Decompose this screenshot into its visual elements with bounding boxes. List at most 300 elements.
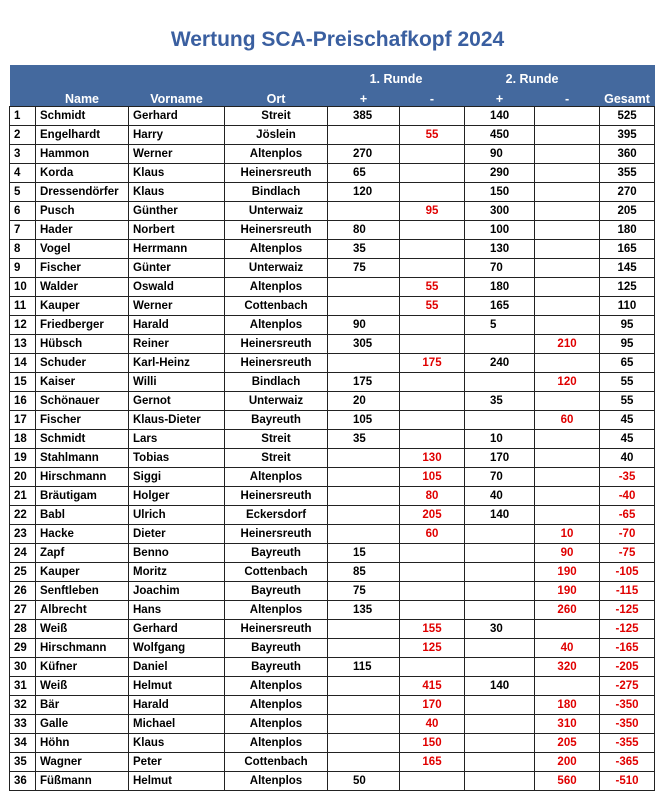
round2-plus-cell — [465, 601, 535, 620]
round1-plus-cell: 115 — [328, 658, 400, 677]
table-row — [10, 715, 655, 734]
total-cell: 125 — [600, 278, 655, 297]
round2-minus-cell: 210 — [535, 335, 600, 354]
total-cell: 95 — [600, 316, 655, 335]
name-cell: Friedberger — [36, 316, 129, 335]
round2-plus-cell: 140 — [465, 677, 535, 696]
round2-plus-cell — [465, 734, 535, 753]
round2-minus-cell: 205 — [535, 734, 600, 753]
round1-minus-cell — [400, 392, 465, 411]
name-cell: Fischer — [36, 259, 129, 278]
header-round1-plus: + — [328, 86, 400, 107]
total-cell: 55 — [600, 392, 655, 411]
round1-plus-cell — [328, 278, 400, 297]
round1-plus-cell — [328, 677, 400, 696]
vorname-cell: Reiner — [129, 335, 225, 354]
round1-minus-cell — [400, 316, 465, 335]
table-row — [10, 411, 655, 430]
round2-minus-cell — [535, 487, 600, 506]
round1-plus-cell — [328, 202, 400, 221]
round2-plus-cell — [465, 715, 535, 734]
vorname-cell: Günter — [129, 259, 225, 278]
round2-plus-cell: 170 — [465, 449, 535, 468]
round2-minus-cell — [535, 354, 600, 373]
rank-cell: 23 — [10, 525, 36, 544]
ort-cell: Bayreuth — [225, 658, 328, 677]
rank-cell: 2 — [10, 126, 36, 145]
round1-plus-cell: 135 — [328, 601, 400, 620]
table-row — [10, 335, 655, 354]
round2-plus-cell — [465, 544, 535, 563]
name-cell: Engelhardt — [36, 126, 129, 145]
round1-plus-cell — [328, 639, 400, 658]
total-cell: 145 — [600, 259, 655, 278]
round2-plus-cell — [465, 696, 535, 715]
round2-plus-cell — [465, 753, 535, 772]
vorname-cell: Siggi — [129, 468, 225, 487]
rank-cell: 6 — [10, 202, 36, 221]
vorname-cell: Klaus — [129, 734, 225, 753]
ort-cell: Heinersreuth — [225, 487, 328, 506]
vorname-cell: Günther — [129, 202, 225, 221]
ort-cell: Altenplos — [225, 468, 328, 487]
round2-minus-cell — [535, 677, 600, 696]
round1-plus-cell — [328, 354, 400, 373]
round1-minus-cell: 55 — [400, 126, 465, 145]
vorname-cell: Hans — [129, 601, 225, 620]
round2-minus-cell — [535, 468, 600, 487]
round1-minus-cell: 55 — [400, 297, 465, 316]
total-cell: 165 — [600, 240, 655, 259]
round2-minus-cell — [535, 297, 600, 316]
name-cell: Hader — [36, 221, 129, 240]
total-cell: 55 — [600, 373, 655, 392]
round1-plus-cell: 35 — [328, 430, 400, 449]
name-cell: Fischer — [36, 411, 129, 430]
round2-minus-cell: 560 — [535, 772, 600, 791]
total-cell: -65 — [600, 506, 655, 525]
round1-plus-cell — [328, 620, 400, 639]
total-cell: 45 — [600, 411, 655, 430]
round1-plus-cell: 385 — [328, 107, 400, 126]
name-cell: Kaiser — [36, 373, 129, 392]
round1-plus-cell — [328, 506, 400, 525]
ort-cell: Altenplos — [225, 677, 328, 696]
table-row — [10, 373, 655, 392]
name-cell: Wagner — [36, 753, 129, 772]
table-row — [10, 107, 655, 126]
round1-minus-cell: 105 — [400, 468, 465, 487]
total-cell: -35 — [600, 468, 655, 487]
rank-cell: 24 — [10, 544, 36, 563]
round1-minus-cell — [400, 107, 465, 126]
name-cell: Vogel — [36, 240, 129, 259]
total-cell: -115 — [600, 582, 655, 601]
name-cell: Korda — [36, 164, 129, 183]
vorname-cell: Herrmann — [129, 240, 225, 259]
header-spacer — [600, 65, 655, 86]
rank-cell: 25 — [10, 563, 36, 582]
vorname-cell: Lars — [129, 430, 225, 449]
round1-minus-cell — [400, 544, 465, 563]
rank-cell: 19 — [10, 449, 36, 468]
total-cell: -125 — [600, 620, 655, 639]
total-cell: -205 — [600, 658, 655, 677]
round1-minus-cell — [400, 601, 465, 620]
rank-cell: 5 — [10, 183, 36, 202]
table-row — [10, 658, 655, 677]
rank-cell: 12 — [10, 316, 36, 335]
vorname-cell: Harry — [129, 126, 225, 145]
table-row — [10, 696, 655, 715]
total-cell: -70 — [600, 525, 655, 544]
ort-cell: Unterwaiz — [225, 259, 328, 278]
round1-plus-cell: 80 — [328, 221, 400, 240]
ort-cell: Bindlach — [225, 373, 328, 392]
round1-plus-cell: 105 — [328, 411, 400, 430]
rank-cell: 3 — [10, 145, 36, 164]
round1-minus-cell — [400, 411, 465, 430]
rank-cell: 11 — [10, 297, 36, 316]
ort-cell: Heinersreuth — [225, 335, 328, 354]
round1-minus-cell: 40 — [400, 715, 465, 734]
total-cell: 65 — [600, 354, 655, 373]
round2-plus-cell: 240 — [465, 354, 535, 373]
vorname-cell: Klaus — [129, 183, 225, 202]
header-round1: 1. Runde — [328, 65, 465, 86]
name-cell: Dressendörfer — [36, 183, 129, 202]
round1-plus-cell: 175 — [328, 373, 400, 392]
rank-cell: 32 — [10, 696, 36, 715]
round1-plus-cell: 305 — [328, 335, 400, 354]
round1-minus-cell: 155 — [400, 620, 465, 639]
rank-cell: 36 — [10, 772, 36, 791]
table-row — [10, 221, 655, 240]
total-cell: 95 — [600, 335, 655, 354]
table-row — [10, 582, 655, 601]
round1-plus-cell — [328, 487, 400, 506]
round2-plus-cell — [465, 373, 535, 392]
round1-plus-cell: 15 — [328, 544, 400, 563]
name-cell: Weiß — [36, 620, 129, 639]
ort-cell: Altenplos — [225, 772, 328, 791]
round1-minus-cell: 415 — [400, 677, 465, 696]
vorname-cell: Oswald — [129, 278, 225, 297]
ort-cell: Unterwaiz — [225, 202, 328, 221]
name-cell: Bräutigam — [36, 487, 129, 506]
total-cell: -355 — [600, 734, 655, 753]
rank-cell: 1 — [10, 107, 36, 126]
header-spacer — [10, 65, 36, 86]
rank-cell: 8 — [10, 240, 36, 259]
ort-cell: Altenplos — [225, 734, 328, 753]
name-cell: Hübsch — [36, 335, 129, 354]
ort-cell: Jöslein — [225, 126, 328, 145]
rank-cell: 33 — [10, 715, 36, 734]
round2-plus-cell: 180 — [465, 278, 535, 297]
vorname-cell: Gernot — [129, 392, 225, 411]
name-cell: Schönauer — [36, 392, 129, 411]
rank-cell: 35 — [10, 753, 36, 772]
round1-minus-cell: 125 — [400, 639, 465, 658]
table-row — [10, 316, 655, 335]
round1-minus-cell — [400, 658, 465, 677]
vorname-cell: Holger — [129, 487, 225, 506]
vorname-cell: Moritz — [129, 563, 225, 582]
round2-plus-cell: 35 — [465, 392, 535, 411]
header-round2-minus: - — [535, 86, 600, 107]
round2-minus-cell — [535, 202, 600, 221]
rank-cell: 22 — [10, 506, 36, 525]
ort-cell: Bindlach — [225, 183, 328, 202]
ort-cell: Heinersreuth — [225, 354, 328, 373]
round2-minus-cell: 10 — [535, 525, 600, 544]
total-cell: -365 — [600, 753, 655, 772]
round2-plus-cell: 450 — [465, 126, 535, 145]
table-row — [10, 468, 655, 487]
name-cell: Senftleben — [36, 582, 129, 601]
total-cell: 355 — [600, 164, 655, 183]
round1-minus-cell — [400, 373, 465, 392]
vorname-cell: Helmut — [129, 772, 225, 791]
total-cell: -275 — [600, 677, 655, 696]
vorname-cell: Klaus — [129, 164, 225, 183]
rank-cell: 34 — [10, 734, 36, 753]
name-cell: Hirschmann — [36, 639, 129, 658]
round1-plus-cell — [328, 734, 400, 753]
table-row — [10, 563, 655, 582]
vorname-cell: Klaus-Dieter — [129, 411, 225, 430]
round2-plus-cell: 140 — [465, 506, 535, 525]
rank-cell: 14 — [10, 354, 36, 373]
ort-cell: Heinersreuth — [225, 525, 328, 544]
ort-cell: Altenplos — [225, 715, 328, 734]
round2-plus-cell: 150 — [465, 183, 535, 202]
round1-minus-cell: 60 — [400, 525, 465, 544]
table-row — [10, 297, 655, 316]
round1-plus-cell: 270 — [328, 145, 400, 164]
header-round1-minus: - — [400, 86, 465, 107]
round2-minus-cell — [535, 449, 600, 468]
name-cell: Stahlmann — [36, 449, 129, 468]
rank-cell: 9 — [10, 259, 36, 278]
table-row — [10, 240, 655, 259]
total-cell: 525 — [600, 107, 655, 126]
total-cell: -75 — [600, 544, 655, 563]
round2-plus-cell — [465, 411, 535, 430]
round2-minus-cell: 200 — [535, 753, 600, 772]
ort-cell: Streit — [225, 107, 328, 126]
name-cell: Galle — [36, 715, 129, 734]
vorname-cell: Werner — [129, 297, 225, 316]
ort-cell: Cottenbach — [225, 297, 328, 316]
table-row — [10, 449, 655, 468]
name-cell: Babl — [36, 506, 129, 525]
round2-plus-cell — [465, 525, 535, 544]
ranking-table — [9, 65, 655, 791]
table-row — [10, 753, 655, 772]
round2-plus-cell — [465, 658, 535, 677]
table-row — [10, 202, 655, 221]
total-cell: -510 — [600, 772, 655, 791]
name-cell: Albrecht — [36, 601, 129, 620]
round2-minus-cell — [535, 107, 600, 126]
round1-minus-cell: 205 — [400, 506, 465, 525]
round2-plus-cell: 100 — [465, 221, 535, 240]
round1-plus-cell — [328, 297, 400, 316]
rank-cell: 30 — [10, 658, 36, 677]
total-cell: 110 — [600, 297, 655, 316]
rank-cell: 18 — [10, 430, 36, 449]
round1-plus-cell: 35 — [328, 240, 400, 259]
total-cell: -350 — [600, 715, 655, 734]
round2-minus-cell — [535, 620, 600, 639]
header-gesamt: Gesamt — [600, 86, 655, 107]
round2-minus-cell — [535, 506, 600, 525]
round1-plus-cell — [328, 696, 400, 715]
round2-plus-cell — [465, 772, 535, 791]
table-row — [10, 278, 655, 297]
round2-plus-cell — [465, 563, 535, 582]
total-cell: 205 — [600, 202, 655, 221]
round1-minus-cell: 55 — [400, 278, 465, 297]
ort-cell: Bayreuth — [225, 411, 328, 430]
table-row — [10, 487, 655, 506]
rank-cell: 13 — [10, 335, 36, 354]
round2-minus-cell — [535, 183, 600, 202]
header-spacer — [10, 86, 36, 107]
header-round2: 2. Runde — [465, 65, 600, 86]
round2-minus-cell: 90 — [535, 544, 600, 563]
rank-cell: 7 — [10, 221, 36, 240]
round2-minus-cell — [535, 392, 600, 411]
round1-minus-cell — [400, 430, 465, 449]
rank-cell: 26 — [10, 582, 36, 601]
name-cell: Kauper — [36, 297, 129, 316]
header-spacer — [225, 65, 328, 86]
ort-cell: Streit — [225, 430, 328, 449]
round1-minus-cell: 170 — [400, 696, 465, 715]
vorname-cell: Benno — [129, 544, 225, 563]
name-cell: Walder — [36, 278, 129, 297]
total-cell: 360 — [600, 145, 655, 164]
round2-minus-cell — [535, 221, 600, 240]
name-cell: Füßmann — [36, 772, 129, 791]
round1-plus-cell — [328, 449, 400, 468]
rank-cell: 16 — [10, 392, 36, 411]
round2-minus-cell — [535, 278, 600, 297]
ort-cell: Cottenbach — [225, 753, 328, 772]
rank-cell: 21 — [10, 487, 36, 506]
round2-minus-cell: 120 — [535, 373, 600, 392]
table-row — [10, 620, 655, 639]
ort-cell: Eckersdorf — [225, 506, 328, 525]
vorname-cell: Karl-Heinz — [129, 354, 225, 373]
round1-plus-cell — [328, 126, 400, 145]
round1-minus-cell: 80 — [400, 487, 465, 506]
table-row — [10, 734, 655, 753]
vorname-cell: Dieter — [129, 525, 225, 544]
page-title: Wertung SCA-Preischafkopf 2024 — [170, 28, 505, 51]
total-cell: -350 — [600, 696, 655, 715]
round1-plus-cell: 75 — [328, 582, 400, 601]
ort-cell: Altenplos — [225, 601, 328, 620]
round1-plus-cell: 75 — [328, 259, 400, 278]
vorname-cell: Wolfgang — [129, 639, 225, 658]
ort-cell: Altenplos — [225, 278, 328, 297]
table-body — [10, 107, 655, 791]
round2-minus-cell — [535, 430, 600, 449]
round2-minus-cell — [535, 259, 600, 278]
name-cell: Schmidt — [36, 430, 129, 449]
round2-plus-cell: 70 — [465, 259, 535, 278]
round2-minus-cell: 180 — [535, 696, 600, 715]
ort-cell: Altenplos — [225, 240, 328, 259]
round1-minus-cell: 150 — [400, 734, 465, 753]
name-cell: Höhn — [36, 734, 129, 753]
rank-cell: 20 — [10, 468, 36, 487]
header-vorname: Vorname — [129, 86, 225, 107]
round2-minus-cell: 320 — [535, 658, 600, 677]
ort-cell: Altenplos — [225, 696, 328, 715]
vorname-cell: Norbert — [129, 221, 225, 240]
name-cell: Pusch — [36, 202, 129, 221]
total-cell: -165 — [600, 639, 655, 658]
ort-cell: Heinersreuth — [225, 620, 328, 639]
name-cell: Weiß — [36, 677, 129, 696]
round1-minus-cell — [400, 221, 465, 240]
round1-minus-cell — [400, 772, 465, 791]
total-cell: -40 — [600, 487, 655, 506]
vorname-cell: Tobias — [129, 449, 225, 468]
table-row — [10, 354, 655, 373]
rank-cell: 31 — [10, 677, 36, 696]
table-row — [10, 145, 655, 164]
rank-cell: 10 — [10, 278, 36, 297]
round1-minus-cell — [400, 582, 465, 601]
round1-minus-cell: 165 — [400, 753, 465, 772]
round2-minus-cell: 190 — [535, 582, 600, 601]
round2-plus-cell: 300 — [465, 202, 535, 221]
ort-cell: Bayreuth — [225, 639, 328, 658]
table-row — [10, 392, 655, 411]
round1-minus-cell: 95 — [400, 202, 465, 221]
vorname-cell: Gerhard — [129, 107, 225, 126]
rank-cell: 17 — [10, 411, 36, 430]
round1-plus-cell — [328, 468, 400, 487]
round2-plus-cell: 90 — [465, 145, 535, 164]
round2-minus-cell — [535, 164, 600, 183]
round1-minus-cell — [400, 563, 465, 582]
round2-plus-cell: 165 — [465, 297, 535, 316]
round1-minus-cell — [400, 259, 465, 278]
round1-minus-cell — [400, 145, 465, 164]
table-row — [10, 677, 655, 696]
round1-plus-cell — [328, 715, 400, 734]
round2-minus-cell — [535, 240, 600, 259]
table-row — [10, 525, 655, 544]
table-row — [10, 430, 655, 449]
ort-cell: Heinersreuth — [225, 164, 328, 183]
vorname-cell: Daniel — [129, 658, 225, 677]
vorname-cell: Werner — [129, 145, 225, 164]
round2-plus-cell: 290 — [465, 164, 535, 183]
table-header — [10, 65, 655, 107]
round2-plus-cell: 40 — [465, 487, 535, 506]
round1-plus-cell: 120 — [328, 183, 400, 202]
round1-plus-cell: 65 — [328, 164, 400, 183]
rank-cell: 27 — [10, 601, 36, 620]
